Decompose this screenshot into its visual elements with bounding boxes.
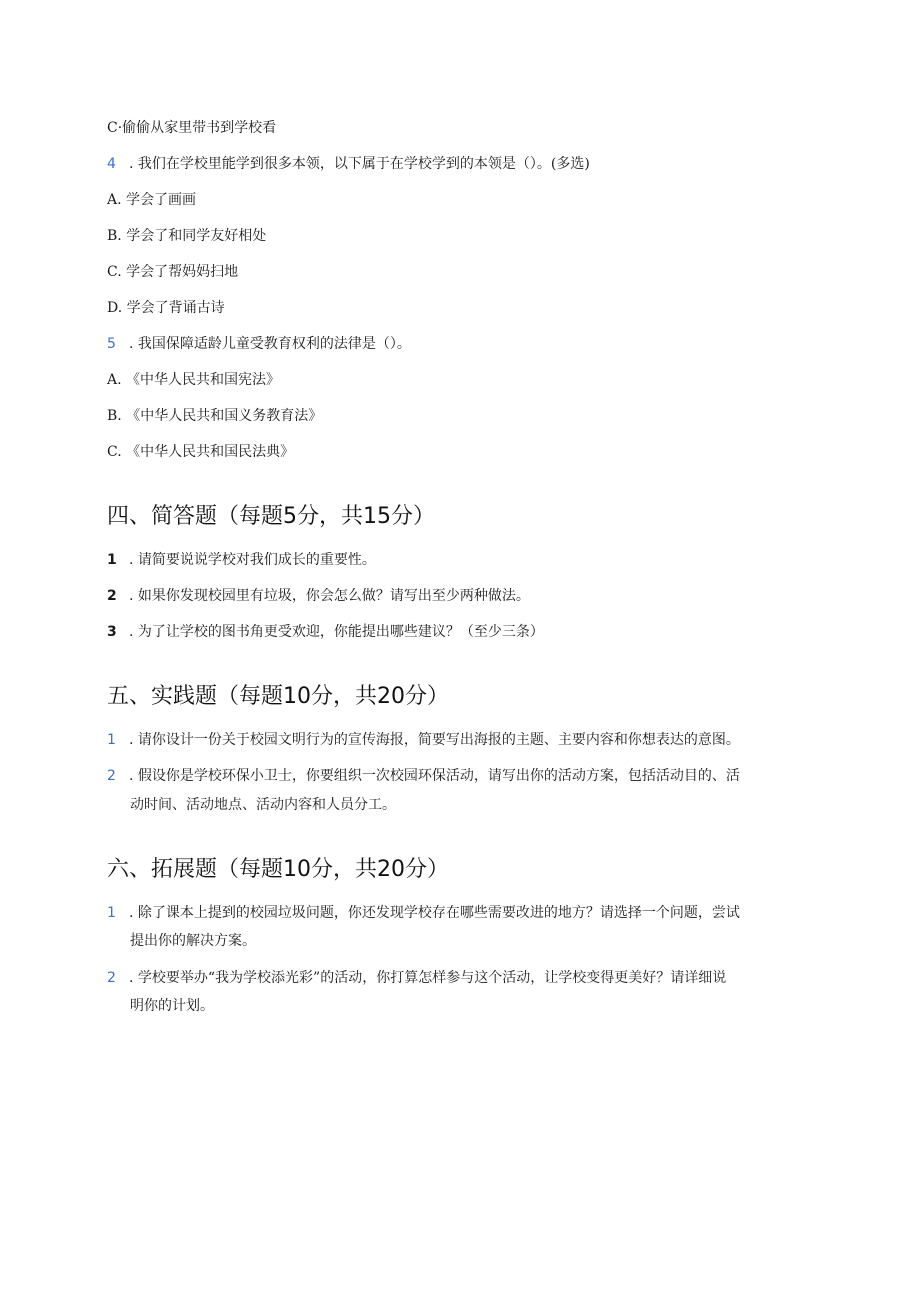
question-number: 1 [107, 552, 117, 568]
q5-option-a: A. 《中华人民共和国宪法》 [107, 372, 281, 388]
question-text: . 假设你是学校环保小卫士，你要组织一次校园环保活动，请写出你的活动方案，包括活动目的、活 [129, 768, 740, 784]
question-text: . 请你设计一份关于校园文明行为的宣传海报，简要写出海报的主题、主要内容和你想表达的意图。 [129, 732, 740, 748]
q4-option-d: D. 学会了背诵古诗 [107, 300, 225, 316]
s5-question-2 [107, 767, 807, 785]
section-6-title: 六、拓展题（每题10分，共20分） [107, 857, 449, 882]
s6-question-2 [107, 969, 807, 987]
question-number: 4 [107, 156, 116, 172]
question-number: 1 [107, 732, 116, 748]
q4-option-a: A. 学会了画画 [107, 192, 197, 208]
question-number: 1 [107, 905, 116, 921]
question-number: 2 [107, 970, 116, 986]
q4-option-b: B. 学会了和同学友好相处 [107, 228, 267, 244]
s4-question-2 [107, 587, 807, 605]
question-4 [107, 155, 807, 173]
question-text: . 学校要举办“我为学校添光彩”的活动，你打算怎样参与这个活动，让学校变得更美好？请详细说 [129, 970, 727, 986]
q5-option-c: C. 《中华人民共和国民法典》 [107, 444, 295, 460]
option-c-prev: C·偷偷从家里带书到学校看 [107, 120, 277, 136]
section-5-title: 五、实践题（每题10分，共20分） [107, 684, 449, 709]
s6-question-1-cont: 提出你的解决方案。 [130, 933, 256, 949]
question-text: . 我们在学校里能学到很多本领，以下属于在学校学到的本领是（）。(多选) [129, 156, 590, 172]
s4-question-3 [107, 623, 807, 641]
question-text: . 为了让学校的图书角更受欢迎，你能提出哪些建议？（至少三条） [129, 624, 544, 640]
s6-question-2-cont: 明你的计划。 [130, 998, 214, 1014]
question-5 [107, 335, 807, 353]
question-text: . 请简要说说学校对我们成长的重要性。 [129, 552, 376, 568]
question-text: . 如果你发现校园里有垃圾，你会怎么做？请写出至少两种做法。 [129, 588, 530, 604]
q4-option-c: C. 学会了帮妈妈扫地 [107, 264, 239, 280]
question-text: . 除了课本上提到的校园垃圾问题，你还发现学校存在哪些需要改进的地方？请选择一个问题，尝试 [129, 905, 740, 921]
s5-question-1 [107, 731, 807, 749]
q5-option-b: B. 《中华人民共和国义务教育法》 [107, 408, 323, 424]
question-text: . 我国保障适龄儿童受教育权利的法律是（）。 [129, 336, 411, 352]
section-4-title: 四、简答题（每题5分，共15分） [107, 504, 435, 529]
question-number: 2 [107, 588, 117, 604]
s5-question-2-cont: 动时间、活动地点、活动内容和人员分工。 [130, 797, 396, 813]
question-number: 3 [107, 624, 117, 640]
question-number: 2 [107, 768, 116, 784]
s4-question-1 [107, 551, 807, 569]
question-number: 5 [107, 336, 116, 352]
s6-question-1 [107, 904, 807, 922]
